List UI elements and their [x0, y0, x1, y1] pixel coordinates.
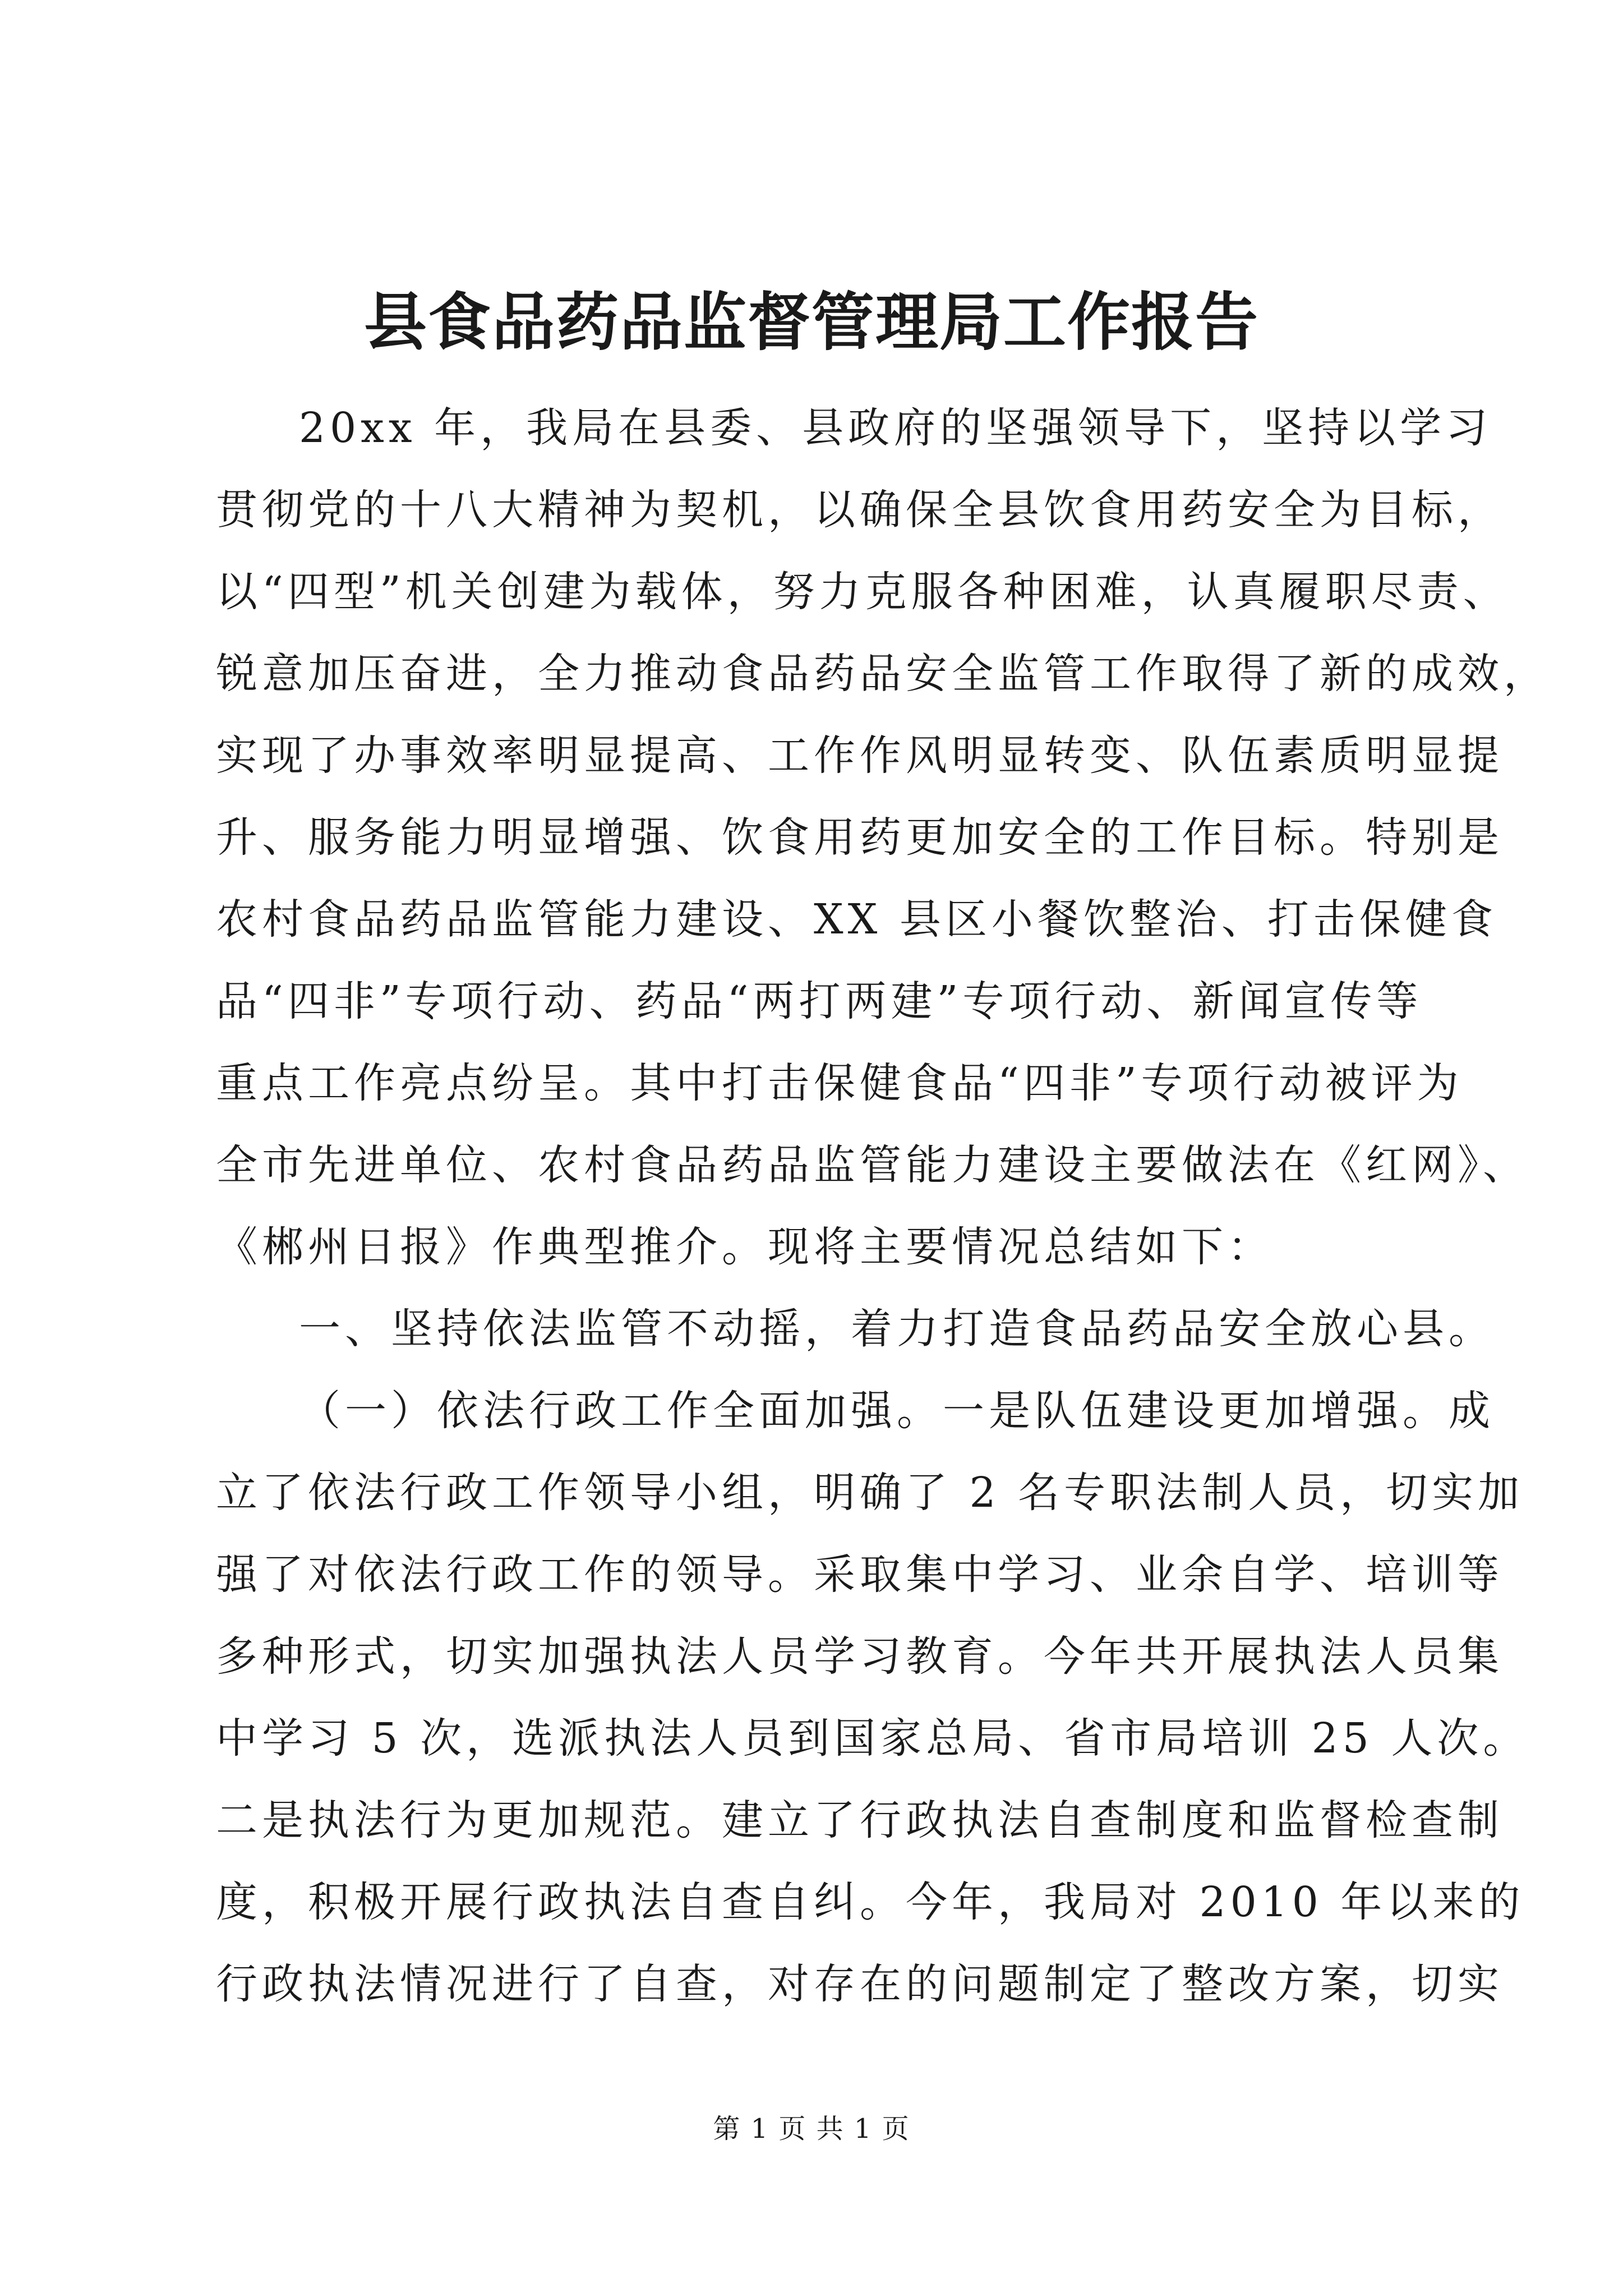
document-title: 县食品药品监督管理局工作报告: [364, 286, 1259, 359]
body-line: 二是执法行为更加规范。建立了行政执法自查制度和监督检查制: [216, 1796, 1504, 1844]
body-line: 升、服务能力明显增强、饮食用药更加安全的工作目标。特别是: [216, 813, 1504, 862]
body-line: 多种形式，切实加强执法人员学习教育。今年共开展执法人员集: [216, 1632, 1504, 1681]
document-body: [216, 387, 1550, 2025]
section-heading: 一、坚持依法监管不动摇，着力打造食品药品安全放心县。: [299, 1305, 1495, 1353]
body-line: 强了对依法行政工作的领导。采取集中学习、业余自学、培训等: [216, 1550, 1504, 1599]
body-line: 实现了办事效率明显提高、工作作风明显转变、队伍素质明显提: [216, 731, 1504, 780]
body-line: 度，积极开展行政执法自查自纠。今年，我局对 2010 年以来的: [216, 1878, 1525, 1926]
body-line: 农村食品药品监管能力建设、XX 县区小餐饮整治、打击保健食: [216, 895, 1497, 944]
body-line: 全市先进单位、农村食品药品监管能力建设主要做法在《红网》、: [216, 1141, 1529, 1189]
page-footer: 第 1 页 共 1 页: [713, 2113, 910, 2145]
body-line: 立了依法行政工作领导小组，明确了 2 名专职法制人员，切实加: [216, 1469, 1524, 1517]
body-line: 锐意加压奋进，全力推动食品药品安全监管工作取得了新的成效，: [216, 650, 1550, 698]
body-line: 品“四非”专项行动、药品“两打两建”专项行动、新闻宣传等: [216, 977, 1423, 1025]
body-line: 20xx 年，我局在县委、县政府的坚强领导下，坚持以学习: [299, 404, 1492, 452]
body-line: 重点工作亮点纷呈。其中打击保健食品“四非”专项行动被评为: [216, 1059, 1463, 1107]
body-line: 《郴州日报》作典型推介。现将主要情况总结如下：: [216, 1223, 1274, 1271]
body-line: 贯彻党的十八大精神为契机，以确保全县饮食用药安全为目标，: [216, 486, 1504, 534]
body-line: 中学习 5 次，选派执法人员到国家总局、省市局培训 25 人次。: [216, 1714, 1529, 1763]
body-line: 行政执法情况进行了自查，对存在的问题制定了整改方案，切实: [216, 1960, 1504, 2008]
body-line: （一）依法行政工作全面加强。一是队伍建设更加增强。成: [299, 1387, 1495, 1435]
body-line: 以“四型”机关创建为载体，努力克服各种困难，认真履职尽责、: [216, 568, 1509, 616]
